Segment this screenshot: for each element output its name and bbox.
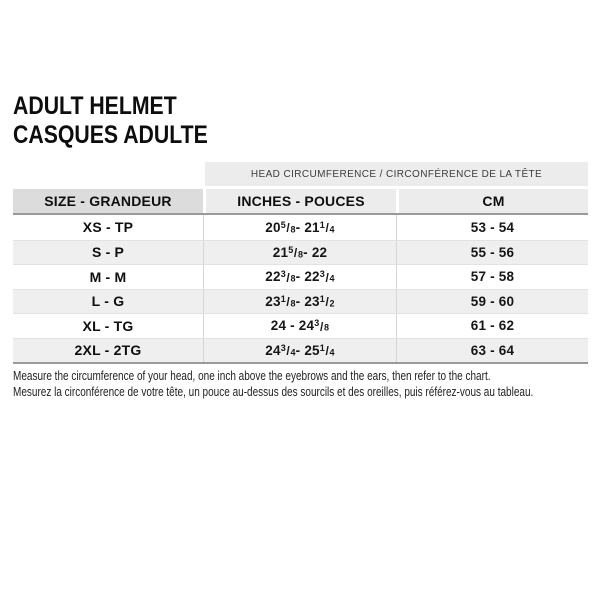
inches-cell: 24 $^3$/4 - 25 $^1$/4: [203, 339, 396, 363]
measuring-instructions: [13, 369, 534, 400]
instructions-en: Measure the circumference of your head, one inch above the eyebrows and the ears, then refer to the chart.: [13, 369, 491, 383]
cm-cell: 59 - 60: [396, 290, 588, 314]
cm-cell: 57 - 58: [396, 265, 588, 289]
title-line-fr: CASQUES ADULTE: [13, 121, 208, 149]
page-title: [13, 92, 208, 150]
size-cell: S - P: [91, 244, 125, 261]
column-header-size: SIZE - GRANDEUR: [13, 189, 203, 213]
cm-cell: 63 - 64: [396, 339, 588, 363]
table-row: [13, 338, 588, 363]
inches-cell: 21 $^5$/8 - 22: [203, 241, 396, 265]
cm-cell: 55 - 56: [396, 241, 588, 265]
size-cell: L - G: [91, 293, 125, 310]
table-body: [13, 215, 588, 364]
title-line-en: ADULT HELMET: [13, 92, 177, 120]
size-chart-table: [13, 162, 588, 364]
table-header-row: [13, 189, 588, 215]
table-row: [13, 264, 588, 289]
inches-cell: 20 $^5$/8 - 21 $^1$/4: [203, 215, 396, 240]
table-row: [13, 215, 588, 240]
size-cell: M - M: [89, 268, 127, 285]
instructions-fr: Mesurez la circonférence de votre tête, un pouce au-dessus des sourcils et des oreilles, puis référez-vous au tableau.: [13, 384, 534, 399]
table-row: [13, 289, 588, 314]
cm-cell: 61 - 62: [396, 314, 588, 338]
head-circumference-group-header: HEAD CIRCUMFERENCE / CIRCONFÉRENCE DE LA TÊTE: [205, 162, 588, 186]
inches-cell: 24 - 24 $^3$/8: [203, 314, 396, 338]
size-cell: XL - TG: [82, 317, 134, 334]
column-header-cm: CM: [396, 189, 588, 213]
table-row: [13, 240, 588, 265]
size-cell: 2XL - 2TG: [74, 342, 142, 359]
table-row: [13, 313, 588, 338]
column-header-inches: INCHES - POUCES: [203, 189, 396, 213]
inches-cell: 22 $^3$/8 - 22 $^3$/4: [203, 265, 396, 289]
size-cell: XS - TP: [82, 219, 134, 236]
cm-cell: 53 - 54: [396, 215, 588, 240]
inches-cell: 23 $^1$/8 - 23 $^1$/2: [203, 290, 396, 314]
